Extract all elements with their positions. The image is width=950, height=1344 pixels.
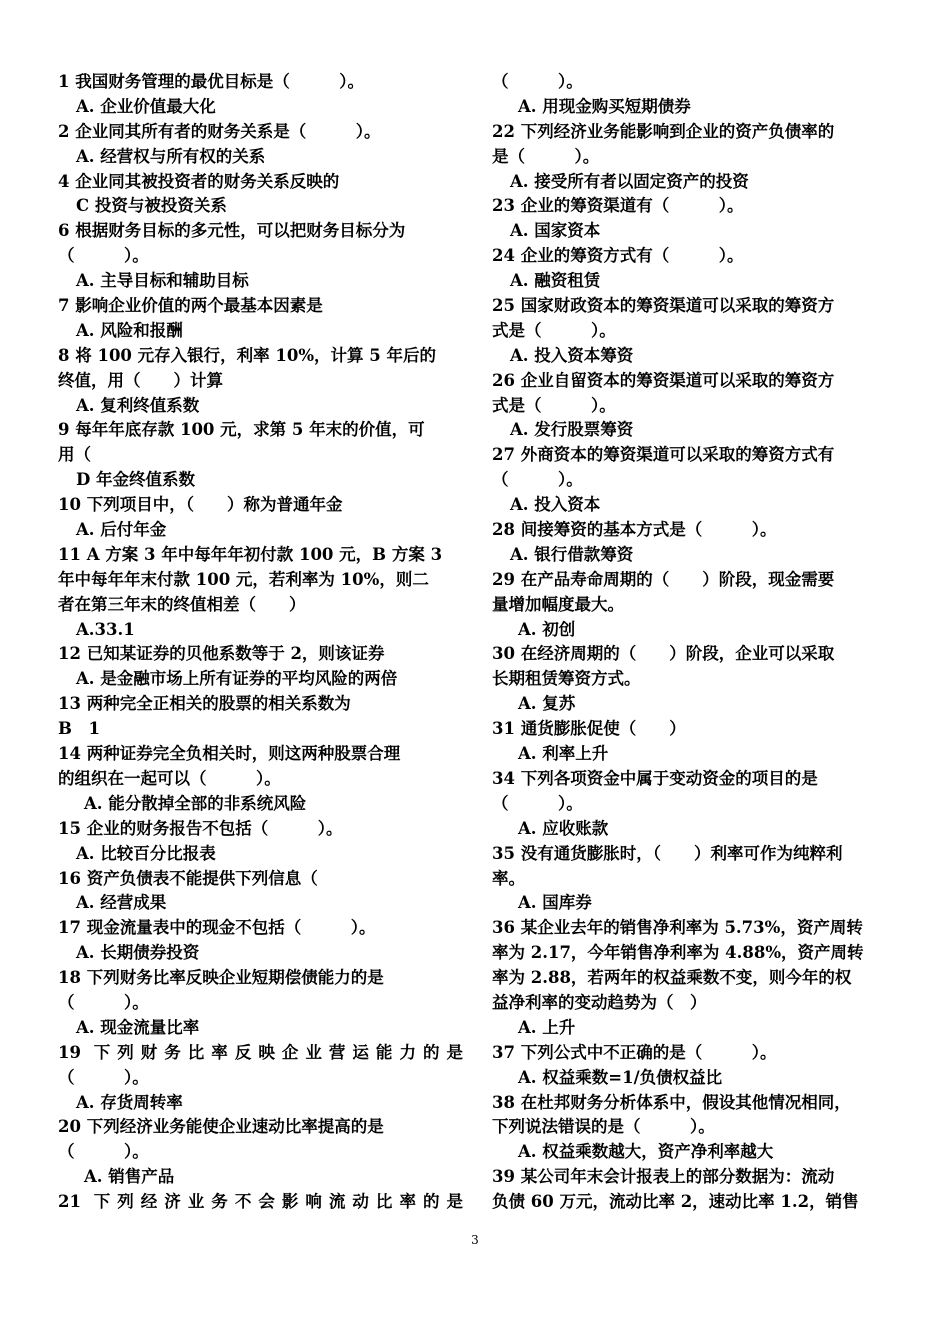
text-line: 1 我国财务管理的最优目标是（ ）。 (58, 72, 364, 91)
text-line: 11 A 方案 3 年中每年年初付款 100 元，B 方案 3 (58, 544, 443, 564)
text-line: 式是（ ）。 (492, 395, 616, 415)
text-line: 率。 (492, 868, 525, 888)
text-line: A. 后付年金 (76, 520, 167, 540)
text-line: 36 某企业去年的销售净利率为 5.73%，资产周转 (492, 918, 863, 938)
page-number: 3 (471, 1233, 479, 1247)
text-line: 34 下列各项资金中属于变动资金的项目的是 (492, 768, 818, 788)
text-line: （ ）。 (58, 1142, 149, 1162)
text-line: A. 应收账款 (518, 818, 609, 838)
text-line: A. 经营权与所有权的关系 (76, 146, 266, 166)
text-line: B 1 (58, 719, 100, 739)
text-line: A. 投入资本筹资 (510, 345, 634, 365)
text-line: 17 现金流量表中的现金不包括（ ）。 (58, 918, 376, 938)
text-line: A. 接受所有者以固定资产的投资 (510, 171, 749, 191)
text-line: A. 比较百分比报表 (76, 843, 216, 863)
text-line: （ ）。 (492, 793, 583, 813)
text-line: A. 投入资本 (510, 495, 601, 515)
text-line: 负债 60 万元，流动比率 2，速动比率 1.2，销售 (492, 1192, 859, 1212)
text-line: 6 根据财务目标的多元性，可以把财务目标分为 (58, 221, 406, 241)
text-line: 下列说法错误的是（ ）。 (492, 1117, 715, 1137)
text-line: A.33.1 (76, 619, 135, 639)
text-line: 率为 2.88，若两年的权益乘数不变，则今年的权 (492, 968, 852, 988)
text-line: （ ）。 (58, 1067, 149, 1087)
text-line: 率为 2.17，今年销售净利率为 4.88%，资产周转 (492, 943, 864, 963)
text-line: 是（ ）。 (492, 146, 600, 166)
text-line: 13 两种完全正相关的股票的相关系数为 (58, 694, 351, 714)
text-line: A. 复苏 (518, 694, 576, 714)
text-line: 15 企业的财务报告不包括（ ）。 (58, 818, 343, 838)
text-line: 23 企业的筹资渠道有（ ）。 (492, 196, 744, 216)
text-line: 益净利率的变动趋势为（ ） (492, 992, 707, 1012)
text-line: （ ）。 (58, 992, 149, 1012)
text-line: A. 风险和报酬 (76, 320, 183, 340)
text-line: 24 企业的筹资方式有（ ）。 (492, 246, 744, 266)
text-line: A. 融资租赁 (510, 271, 601, 291)
text-line: A. 国家资本 (510, 221, 601, 241)
text-line: 7 影响企业价值的两个最基本因素是 (58, 296, 323, 316)
text-line: A. 销售产品 (84, 1167, 175, 1187)
text-line: A. 上升 (518, 1017, 576, 1037)
text-line: 用（ (58, 445, 91, 465)
text-line: A. 银行借款筹资 (510, 544, 634, 564)
text-line: A. 权益乘数越大，资产净利率越大 (518, 1142, 774, 1162)
text-line: C 投资与被投资关系 (76, 196, 227, 216)
text-line: 27 外商资本的筹资渠道可以采取的筹资方式有 (492, 445, 835, 465)
text-line: A. 现金流量比率 (76, 1017, 200, 1037)
text-line: A. 存货周转率 (76, 1092, 183, 1112)
text-line: 37 下列公式中不正确的是（ ）。 (492, 1042, 777, 1062)
text-line: 量增加幅度最大。 (492, 594, 624, 614)
text-line: A. 主导目标和辅助目标 (76, 271, 249, 291)
text-line: A. 发行股票筹资 (510, 420, 634, 440)
text-line: 20 下列经济业务能使企业速动比率提高的是 (58, 1117, 384, 1137)
text-line: 式是（ ）。 (492, 320, 616, 340)
text-line: A. 长期债券投资 (76, 943, 200, 963)
text-line: 长期租赁筹资方式。 (492, 669, 641, 689)
text-line: A. 初创 (518, 619, 576, 639)
text-line: 的组织在一起可以（ ）。 (58, 768, 281, 788)
text-line: 4 企业同其被投资者的财务关系反映的 (58, 171, 340, 191)
text-line: 29 在产品寿命周期的（ ）阶段，现金需要 (492, 569, 835, 589)
text-line: 16 资产负债表不能提供下列信息（ (58, 868, 318, 888)
text-line: 者在第三年末的终值相差（ ） (58, 594, 306, 614)
text-line: （ ）。 (58, 246, 149, 266)
text-line: 21 下列经济业务不会影响流动比率的是 (58, 1192, 463, 1212)
text-line: 28 间接筹资的基本方式是（ ）。 (492, 520, 777, 540)
text-line: A. 经营成果 (76, 893, 167, 913)
text-line: A. 是金融市场上所有证券的平均风险的两倍 (76, 669, 398, 689)
text-line: 19 下列财务比率反映企业营运能力的是 (58, 1042, 463, 1062)
text-line: 年中每年年末付款 100 元，若利率为 10%，则二 (58, 569, 429, 589)
text-line: 35 没有通货膨胀时，（ ）利率可作为纯粹利 (492, 843, 843, 863)
text-line: 30 在经济周期的（ ）阶段，企业可以采取 (492, 644, 835, 664)
text-line: 18 下列财务比率反映企业短期偿债能力的是 (58, 968, 384, 988)
right-column (492, 70, 897, 1215)
text-line: （ ）。 (492, 470, 583, 490)
left-column (58, 70, 463, 1215)
text-line: A. 用现金购买短期债券 (518, 96, 691, 116)
text-line: A. 复利终值系数 (76, 395, 200, 415)
text-line: D 年金终值系数 (76, 470, 196, 490)
text-line: 25 国家财政资本的筹资渠道可以采取的筹资方 (492, 296, 835, 316)
text-line: 31 通货膨胀促使（ ） (492, 719, 686, 739)
text-line: A. 国库券 (518, 893, 592, 913)
text-line: 2 企业同其所有者的财务关系是（ ）。 (58, 121, 381, 141)
text-line: 22 下列经济业务能影响到企业的资产负债率的 (492, 121, 835, 141)
text-line: 10 下列项目中，（ ）称为普通年金 (58, 495, 343, 515)
text-line: 14 两种证券完全负相关时，则这两种股票合理 (58, 744, 401, 764)
text-line: 8 将 100 元存入银行，利率 10%，计算 5 年后的 (58, 345, 437, 365)
text-line: 终值，用（ ）计算 (58, 370, 223, 390)
text-line: A. 企业价值最大化 (76, 96, 216, 116)
text-line: （ ）。 (492, 72, 583, 91)
text-line: 26 企业自留资本的筹资渠道可以采取的筹资方 (492, 370, 835, 390)
text-line: A. 能分散掉全部的非系统风险 (84, 793, 307, 813)
text-line: 39 某公司年末会计报表上的部分数据为：流动 (492, 1167, 835, 1187)
text-line: 38 在杜邦财务分析体系中，假设其他情况相同， (492, 1092, 851, 1112)
text-line: A. 权益乘数=1/负债权益比 (518, 1067, 723, 1087)
text-line: 12 已知某证券的贝他系数等于 2，则该证券 (58, 644, 385, 664)
text-line: A. 利率上升 (518, 744, 609, 764)
text-line: 9 每年年底存款 100 元，求第 5 年末的价值，可 (58, 420, 425, 440)
